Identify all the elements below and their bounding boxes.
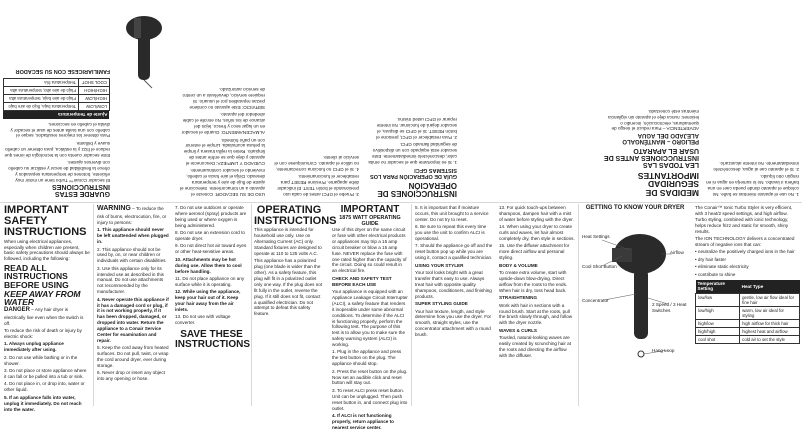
en-danger-sub: To reduce the risk of death or injury by electric shock:: [4, 328, 82, 339]
table-cell: HIGH/LOW: [78, 94, 109, 102]
table-row: [4, 78, 110, 86]
label-heat-settings: Heat Settings: [582, 234, 610, 239]
panel-es-left: [0, 0, 113, 200]
en-danger-text: – Any hair dryer is electrically live even when the switch is off.: [4, 307, 84, 326]
list-item: • eliminate static electricity: [695, 264, 749, 270]
label-switches: 2 Speed / 3 Heat Switches: [652, 302, 687, 313]
table-cell: warm, low air ideal for styling: [740, 306, 800, 319]
es-right-body1: 1. Si es importante que el secador no emita calor, desconéctelo inmediatamente. Este secador está equipado con un dispositivo de seguridad llamado GFCI.: [368, 142, 457, 165]
list-item: 8. Do not use an extension cord to operate dryer.: [175, 230, 245, 241]
list-item: 1. This appliance should never be left unattended when plugged in.: [97, 227, 169, 245]
en-ops-title: OPERATING INSTRUCTIONS: [254, 204, 337, 228]
en-gfci-p1: Use of this dryer on the same circuit or fuse with other electrical products or appliances may trip a 15 amp circuit breaker or blow a 15 amp fuse. NEVER replace the fuse with one rated higher than the capacity of the circuit. Doing so could result in an electrical fire.: [332, 227, 407, 274]
es-mid-body3: ALMACENAMIENTO: Guarde el secador en un lugar seco y fresco, lejos del alcance de los niños. No enrolle el cable alrededor del aparato.: [181, 112, 265, 136]
panel-en-gfci2: [413, 204, 495, 406]
panel-es-right: [364, 0, 460, 200]
table-row: [4, 94, 110, 102]
en-danger-lead: DANGER: [4, 307, 31, 314]
en-straight-text: Work with hair in sections with a round brush. Start at the roots, pull the brush slowly through, and follow with the dryer nozzle.: [499, 302, 573, 326]
en-keep-away: KEEP AWAY FROM WATER: [4, 288, 81, 308]
en-features-p2: The ION TECHNOLOGY delivers a concentrated stream of negative ions that can:: [695, 235, 795, 247]
es-guide-heading: GUÍA DE OPERACIÓN PARA LOS SISTEMAS GFCI: [370, 166, 457, 179]
es-left-body3: Para obtener los mejores resultados, seque el cabello con una toalla antes de usar el secador y divida el cabello en secciones.: [10, 121, 110, 139]
table-cell: high airflow for thick hair: [740, 319, 800, 327]
es-ops-heading: INSTRUCCIONES DE OPERACIÓN: [377, 180, 457, 198]
list-item: 14. When using your dryer to create curls and waves, let hair almost completely dry, then style in sections.: [499, 224, 575, 241]
en-features-p1: The Conair™ Ionic Turbo Styler is very efficient, with 3 heat/2 speed settings, and high airflow. Turbo styling, combined with ionic technology, helps reduce frizz and static for smooth, shiny results.: [695, 205, 793, 234]
list-item: 3. Do not place or store appliance where it can fall or be pulled into a tub or sink.: [4, 368, 87, 379]
es-far-body3: ADVERTENCIA – Para reducir el riesgo de quemaduras, electrocución, incendio o lesiones: nunca deje el aparato sin vigilancia mientras esté conectado.: [608, 108, 699, 132]
en-ops-p1: This appliance is intended for household use only. Use on Alternating Current (AC) only. Standard fixtures are designed to operate at 110 to 125 volts A.C.: [254, 227, 322, 256]
panel-en-tips: [497, 204, 577, 406]
table-cell: cold air to set the style: [740, 335, 800, 343]
list-item: 6. Be sure to repeat this every time you use the unit to confirm ALCI is operational.: [415, 224, 487, 241]
list-item: 7. Do not use outdoors or operate where aerosol (spray) products are being used or where oxygen is being administered.: [175, 205, 247, 228]
table-cell: Temperatura baja, flujo de aire bajo: [4, 102, 79, 110]
list-item: 4. Never operate this appliance if it has a damaged cord or plug, if it is not working properly, if it has been dropped, damaged, or dropped into water. Return the appliance to a Conair Service Center for examination and repair.: [97, 296, 169, 343]
list-item: 2. Press the reset button on the plug. Now set an audible click and reset button will stay out.: [332, 368, 408, 386]
es-far-body1: 1. No use el aparato mientras se bañe. No coloque el aparato donde pueda caer en una bañera o lavabo. No lo sumerja en agua ni en ningún otro líquido.: [706, 174, 799, 197]
es-left-title: FAMILIARICESE CON SU SECADOR: [15, 67, 110, 74]
es-guard-heading: GUARDE ESTAS INSTRUCCIONES: [52, 182, 110, 197]
list-item: • contribute to shine: [695, 271, 736, 277]
table-cell: low/high: [696, 306, 740, 319]
list-item: 12. While using the appliance, keep your hair out of it. Keep your hair away from the air inlets.: [175, 289, 241, 312]
en-body-title: BODY & VOLUME: [499, 262, 538, 268]
list-item: 1. Always unplug appliance immediately after using.: [4, 341, 64, 353]
es-settings-header: Ajuste de Temperatura: [4, 110, 110, 119]
list-item: 4. Do not place in, or drop into, water or other liquid.: [4, 381, 85, 393]
table-cell: low/low: [696, 293, 740, 306]
en-check-title: CHECK AND SAFETY TEST BEFORE EACH USE: [332, 275, 392, 287]
table-cell: high/high: [696, 327, 740, 335]
es-mid2-body2: 4. Si el GFCI no funciona correctamente, no utilice el aparato. Comuníquese con el servicio al cliente.: [274, 155, 359, 172]
es-right-body2: 2. Para restablecer el GFCI, presione el botón RESET. Si el GFCI se dispara, el secador dejará de funcionar. No intente reparar el GFCI usted mismo.: [376, 116, 457, 140]
es-left-body2: Este secador cuenta con la tecnología de iones que reduce el frizz y la estática, para obtener un cabello suave y brillante.: [4, 140, 110, 158]
table-row: [696, 306, 800, 319]
en-ops-p2: This appliance has a polarized plug (one blade is wider than the other). As a safety feature, this plug will fit in a polarized outlet only one way. If the plug does not fit fully in the outlet, reverse the plug. If it still does not fit, contact a qualified electrician. Do not attempt to defeat this safety feature.: [254, 258, 323, 317]
table-row: [696, 319, 800, 327]
table-row: [4, 102, 110, 110]
table-cell: highest heat and airflow: [740, 327, 800, 335]
list-item: 11. Do not place appliance on any surface while it is operating.: [175, 276, 245, 287]
en-styling-text: Your tool looks bright with a great transfer that's easy to use. Always treat hair with opposite quality shampoos, conditioners, and finishing products.: [415, 270, 492, 299]
en-gfci-subtitle: 1875 WATT OPERATING GUIDE: [339, 215, 401, 228]
es-settings-table: [3, 78, 110, 119]
en-styling-title: USING YOUR STYLER: [415, 262, 464, 268]
fold-line: [578, 204, 579, 406]
list-item: 5. If an appliance falls into water, unplug it immediately. Do not reach into the water.: [4, 394, 82, 412]
en-warning-rest: – To reduce the risk of burns, electrocution, fire, or injury to persons:: [97, 206, 167, 225]
panel-en-warning2: [173, 204, 250, 406]
list-item: 13. For quick touch-ups between shampoos, dampen hair with a mist of water before styling with the dryer.: [499, 205, 574, 222]
table-cell: gentle, low air flow ideal for fine hair: [740, 293, 800, 306]
table-cell: HIGH/HIGH: [78, 86, 109, 94]
panel-es-far: [600, 0, 802, 200]
hair-dryer-icon: [114, 10, 174, 90]
panel-es-mid: [176, 0, 268, 200]
table-row: [696, 293, 800, 306]
table-row: [696, 327, 800, 335]
en-safety-intro: When using electrical appliances, especially when children are present, basic safety precautions should always be followed, including the following:: [4, 238, 90, 262]
en-read-all: READ ALL INSTRUCTIONS BEFORE USING: [4, 262, 69, 291]
table-cell: LOW/LOW: [78, 102, 109, 110]
list-item: 2. Do not use while bathing or in the shower.: [4, 354, 78, 366]
es-dry-heading: LEA TODAS LAS INSTRUCCIONES ANTES DE USAR EL APARATO: [603, 146, 699, 169]
label-cool-shot: Cool Shot Button: [582, 264, 617, 269]
label-concentrator: Concentrator: [582, 298, 609, 303]
panel-es-mid2: [270, 0, 362, 200]
en-warning-title: WARNING: [97, 205, 131, 212]
table-header: Heat Type: [740, 280, 800, 294]
list-item: 5. It is important that if moisture occurs, this unit brought to a service center. Do not try to reset.: [415, 205, 489, 222]
table-cell: COOL SHOT: [78, 78, 109, 86]
fold-line: [251, 204, 252, 406]
panel-en-safety: [2, 204, 92, 412]
es-warn-heading: MEDIDAS DE SEGURIDAD IMPORTANTES: [637, 170, 699, 198]
en-body-text: To create extra volume, start with upside-down blow-drying. Direct airflow from the roots to the ends. When hair is dry, toss head back.: [499, 270, 568, 293]
en-safety-title: IMPORTANT SAFETY INSTRUCTIONS: [4, 204, 87, 239]
list-item: 7. Should the appliance go off and the reset button pop up while you are using it, contact a qualified technician.: [415, 243, 493, 261]
panel-en-gfci: [330, 204, 410, 430]
en-gfci-title: IMPORTANT: [340, 204, 400, 215]
en-super-title: SUPER STYLING GUIDE: [415, 301, 468, 307]
panel-en-ops: [252, 204, 337, 406]
en-straight-title: STRAIGHTENING: [499, 295, 538, 301]
list-item: 1. Plug in the appliance and press the test button on the plug. The appliance should stop.: [332, 349, 402, 367]
en-getting-title: GETTING TO KNOW YOUR DRYER: [585, 205, 685, 211]
table-cell: cool shot: [696, 335, 740, 343]
panel-en-features: [693, 204, 802, 406]
table-cell: Flujo de aire alto, temperatura alta: [4, 86, 79, 94]
label-hang-loop: Hang Loop: [652, 348, 675, 353]
en-waves-title: WAVES & CURLS: [499, 327, 537, 333]
list-item: 13. Do not use with voltage converter.: [175, 314, 231, 326]
list-item: 9. Do not direct hot air toward eyes or other heat-sensitive areas.: [175, 243, 247, 255]
list-item: 3. Use this appliance only for its intended use as described in this manual. Do not use attachments not recommended by the manufacturer.: [97, 265, 164, 295]
en-save-heading: SAVE THESE INSTRUCTIONS: [175, 329, 250, 351]
es-mid-body4: SERVICIO: Este aparato no contiene piezas reparables por el usuario. Si requiere servicio, devuélvalo a un centro de servicio autorizado.: [182, 87, 265, 110]
list-item: 10. Attachments may be hot during use. Allow them to cool before handling.: [175, 256, 242, 274]
fold-line: [411, 204, 412, 406]
list-item: 5. Keep the cord away from heated surfaces. Do not pull, twist, or wrap the cord around dryer, ever during storage.: [97, 345, 169, 368]
panel-en-warning: [95, 204, 171, 406]
table-cell: Temperatura fría: [4, 78, 79, 86]
list-item: 6. Never drop or insert any object into any opening or hose.: [97, 370, 165, 382]
es-peligro-heading: PELIGRO – MANTÉNGALO ALEJADO DEL AGUA: [622, 131, 699, 144]
label-airflow: Airflow: [670, 250, 684, 255]
dryer-diagram-en: [582, 214, 688, 364]
en-waves-text: Tousled, natural-looking waves are easily created by scrunching hair at the roots and directing the airflow with the diffuser.: [499, 335, 572, 358]
es-left-body1: El secador Conair™ Turbo tiene un motor muy eficiente, botones de temperatura separados y ofrece la flexibilidad de secar y estilizar su cabello con diversos ajustes.: [8, 160, 110, 183]
en-temperature-table: [695, 280, 800, 344]
list-item: 15. Use the diffuser attachment for more direct airflow and personal styling.: [499, 243, 570, 261]
table-header: Temperature Setting: [696, 280, 740, 294]
en-check-intro: Your appliance is equipped with an Appliance Leakage Circuit Interrupter (ALCI), a safety feature that renders it inoperable under some abnormal conditions. To determine if the ALCI is functioning properly, perform the following test. The purpose of this test is to allow you to make sure the safety warning system (ALCI) is working.: [332, 289, 408, 347]
dryer-diagram-es: [114, 10, 174, 90]
list-item: • neutralize the positively charged ions in the hair: [695, 249, 795, 255]
table-row: [696, 335, 800, 343]
list-item: 4. If ALCI is not functioning properly, return appliance to nearest service center.: [332, 413, 394, 430]
es-mid-body2: CUIDADO Y LIMPIEZA: Desconecte el aparato y deje que se enfríe antes de limpiarlo. Retire la rejilla trasera y limpie la pelusa acumulada. Limpie el exterior con un paño húmedo.: [183, 137, 265, 167]
es-mid2-body1: 3. Pruebe el GFCI antes de cada uso presionando el botón TEST. El indicador debe apagarse. Presione RESET para restablecer el funcionamiento.: [277, 174, 359, 197]
list-item: 2. This appliance should not be used by, on, or near children or individuals with certain disabilities.: [97, 246, 167, 264]
es-far-body2: 2. Si el aparato cae al agua, desconéctelo inmediatamente. No intente alcanzarlo.: [713, 161, 799, 172]
list-item: • dry hair faster: [695, 256, 726, 262]
list-item: 3. To reset ALCI press reset button. Unit can be unplugged. Then push reset button in, and connect plug into outlet.: [332, 387, 408, 411]
table-cell: high/low: [696, 319, 740, 327]
table-cell: Flujo de aire bajo, temperatura alta: [4, 94, 79, 102]
panel-en-getting: [580, 204, 690, 406]
fold-line: [93, 204, 94, 406]
fold-line: [0, 202, 802, 203]
es-mid-body1: USO DE SU SECADOR: Conecte el aparato a un tomacorriente. Seleccione el ajuste de flujo de aire y temperatura deseado. Dirija el aire hacia el cabello, moviendo el secador continuamente.: [179, 168, 265, 197]
en-super-text: Your hair texture, length, and style determine how you use the dryer. For smooth, straight styles, use the concentrator attachment with a round brush.: [415, 308, 492, 338]
table-row: [4, 86, 110, 94]
